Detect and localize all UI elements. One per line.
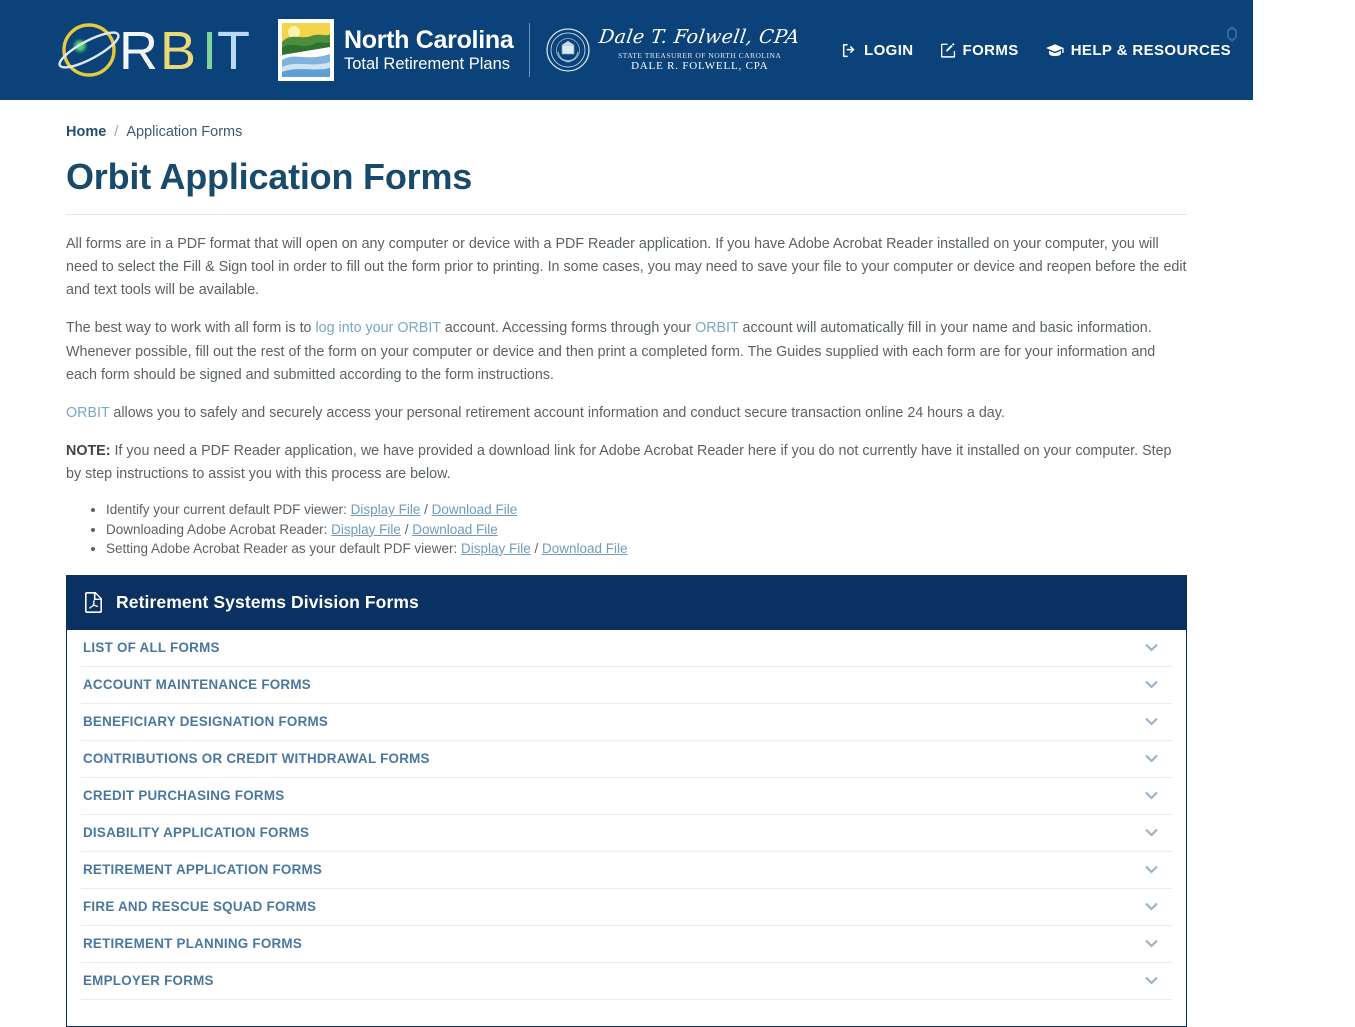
retirement-systems-division-forms-panel — [66, 575, 1187, 1027]
chevron-down-icon — [1145, 976, 1158, 985]
accordion-item-fire-and-rescue-squad-forms[interactable] — [81, 889, 1172, 926]
accordion-item-disability-application-forms[interactable] — [81, 815, 1172, 852]
breadcrumb-home[interactable]: Home — [66, 124, 107, 140]
north-carolina-retirement-logo[interactable] — [278, 19, 513, 81]
header-corner-mark-icon — [1225, 26, 1239, 42]
nav-item-help-resources[interactable] — [1046, 42, 1231, 59]
accordion-item-retirement-application-forms[interactable] — [81, 852, 1172, 889]
step-3-download-file-link[interactable]: Download File — [542, 540, 628, 556]
chevron-down-icon — [1145, 680, 1158, 689]
svg-text:I: I — [202, 21, 218, 81]
nc-logo-words — [344, 25, 514, 73]
page-content — [0, 124, 1253, 1027]
treasurer-signature-block — [597, 25, 802, 73]
accordion-label: RETIREMENT APPLICATION FORMS — [83, 862, 323, 878]
accordion-label: LIST OF ALL FORMS — [83, 640, 220, 656]
accordion-label: DISABILITY APPLICATION FORMS — [83, 825, 310, 841]
svg-text:B: B — [160, 21, 197, 81]
intro-paragraph-3 — [66, 402, 1187, 425]
svg-text:R: R — [119, 21, 158, 81]
breadcrumb-separator: / — [114, 124, 119, 140]
main-navigation — [842, 42, 1355, 59]
list-item — [106, 540, 1187, 557]
step-2-text: Downloading Adobe Acrobat Reader: — [106, 521, 332, 537]
p3-text: allows you to safely and securely access your personal retirement account information and conduct secure transaction online 24 hours a day. — [109, 404, 1005, 421]
chevron-down-icon — [1145, 939, 1158, 948]
accordion-item-credit-purchasing-forms[interactable] — [81, 778, 1172, 815]
accordion-item-account-maintenance-forms[interactable] — [81, 667, 1172, 704]
p2-text-b: account. Accessing forms through your — [440, 320, 696, 337]
page-title: Orbit Application Forms — [66, 156, 473, 197]
link-log-into-orbit[interactable]: log into your ORBIT — [315, 320, 441, 337]
nav-label-login: LOGIN — [864, 41, 914, 59]
p2-text-a: The best way to work with all form is to — [66, 320, 316, 337]
link-orbit-2[interactable]: ORBIT — [66, 404, 110, 421]
note-text: If you need a PDF Reader application, we have provided a download link for Adobe Acrobat Reader here if you do not currently have it installed on your computer. Step by step instructions to assist you with this process are below. — [66, 443, 1172, 483]
accordion-label: FIRE AND RESCUE SQUAD FORMS — [83, 899, 317, 915]
pdf-file-icon — [85, 592, 102, 613]
chevron-down-icon — [1145, 828, 1158, 837]
nc-landscape-icon — [278, 19, 334, 81]
step-3-text: Setting Adobe Acrobat Reader as your default PDF viewer: — [106, 540, 461, 556]
steps-list — [66, 501, 1187, 556]
step-3-display-file-link[interactable]: Display File — [460, 540, 531, 556]
state-treasurer-block — [546, 25, 802, 73]
edit-square-icon — [941, 43, 956, 58]
svg-text:T: T — [217, 21, 250, 81]
chevron-down-icon — [1145, 902, 1158, 911]
chevron-down-icon — [1145, 754, 1158, 763]
accordion-label: EMPLOYER FORMS — [83, 973, 214, 989]
nav-label-forms: FORMS — [962, 41, 1019, 59]
nc-logo-line2: Total Retirement Plans — [344, 54, 510, 73]
nav-label-contact: CONTACT — [1280, 41, 1355, 59]
step-1-display-file-link[interactable]: Display File — [350, 502, 421, 518]
list-item — [106, 501, 1187, 518]
accordion-label: CREDIT PURCHASING FORMS — [83, 788, 285, 804]
step-1-separator: / — [420, 502, 432, 518]
accordion-label: BENEFICIARY DESIGNATION FORMS — [83, 714, 329, 730]
panel-header — [67, 576, 1186, 630]
accordion-label: CONTRIBUTIONS OR CREDIT WITHDRAWAL FORMS — [83, 751, 430, 767]
step-2-download-file-link[interactable]: Download File — [412, 521, 498, 537]
chevron-down-icon — [1145, 865, 1158, 874]
chevron-down-icon — [1145, 717, 1158, 726]
breadcrumb-current: Application Forms — [126, 124, 243, 140]
treasurer-name: DALE R. FOLWELL, CPA — [631, 60, 769, 73]
step-1-download-file-link[interactable]: Download File — [431, 502, 518, 518]
accordion-item-list-of-all-forms[interactable] — [81, 630, 1172, 667]
title-divider — [66, 214, 1187, 215]
nav-item-contact[interactable] — [1258, 42, 1355, 59]
nc-logo-line1: North Carolina — [344, 25, 514, 54]
accordion-item-contributions-or-credit-withdrawal-forms[interactable] — [81, 741, 1172, 778]
panel-body — [67, 630, 1186, 1026]
intro-paragraph-2 — [66, 317, 1187, 386]
accordion-item-beneficiary-designation-forms[interactable] — [81, 704, 1172, 741]
sign-in-icon — [842, 43, 857, 58]
breadcrumb — [66, 124, 1187, 140]
accordion-item-employer-forms[interactable] — [81, 963, 1172, 1000]
step-1-text: Identify your current default PDF viewer: — [106, 502, 351, 518]
list-item — [106, 521, 1187, 538]
treasurer-signature: Dale T. Folwell, CPA — [597, 25, 802, 48]
p2-text-c: account will automatically fill in your name and basic information. Whenever possible, fill out the rest of the form on your computer or device and then print a completed form. The Guides supplied with each form are for your information and each form should be signed and submitted according to the form instructions. — [66, 320, 1156, 383]
intro-paragraph-1: All forms are in a PDF format that will open on any computer or device with a PDF Reader application. If you have Adobe Acrobat Reader installed on your computer, you will need to select the Fill & Sign tool in order to fill out the form prior to printing. In some cases, you may need to save your file to your computer or device and reopen before the edit and text tools will be available. — [66, 236, 1187, 299]
link-orbit-1[interactable]: ORBIT — [695, 320, 739, 337]
step-2-separator: / — [400, 521, 413, 537]
step-2-display-file-link[interactable]: Display File — [331, 521, 401, 537]
note-label: NOTE: — [66, 443, 111, 460]
step-3-separator: / — [530, 540, 542, 556]
note-paragraph — [66, 440, 1187, 486]
treasurer-subtitle: STATE TREASURER OF NORTH CAROLINA — [618, 50, 782, 60]
orbit-logo[interactable] — [56, 19, 254, 81]
phone-icon — [1258, 43, 1273, 58]
site-header — [0, 0, 1355, 100]
graduation-cap-icon — [1046, 43, 1064, 58]
panel-title: Retirement Systems Division Forms — [116, 592, 419, 613]
brand-divider — [529, 23, 530, 77]
accordion-item-retirement-planning-forms[interactable] — [81, 926, 1172, 963]
accordion-label: ACCOUNT MAINTENANCE FORMS — [83, 677, 311, 693]
chevron-down-icon — [1145, 791, 1158, 800]
nav-item-login[interactable] — [842, 42, 914, 59]
brand-group — [56, 19, 800, 81]
nav-label-help-resources: HELP & RESOURCES — [1070, 41, 1232, 59]
nav-item-forms[interactable] — [941, 42, 1019, 59]
chevron-down-icon — [1145, 643, 1158, 652]
state-seal-icon — [546, 28, 590, 72]
accordion-label: RETIREMENT PLANNING FORMS — [83, 936, 303, 952]
